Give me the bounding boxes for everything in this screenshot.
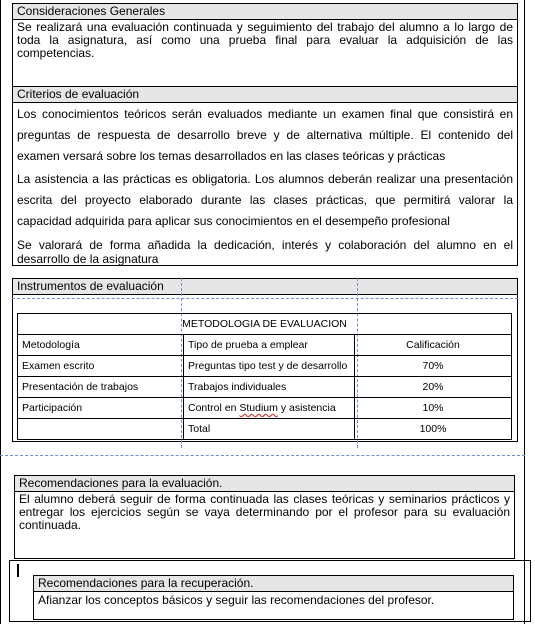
table-title: METODOLOGIA DE EVALUACION xyxy=(18,314,512,335)
cell-calificacion: 20% xyxy=(355,377,512,398)
cell-calificacion: 10% xyxy=(355,398,512,419)
section-consideraciones xyxy=(12,3,518,88)
table-title-row xyxy=(18,314,512,335)
section-criterios xyxy=(12,86,518,266)
section-title: Consideraciones Generales xyxy=(13,4,517,20)
cell-tipo: Preguntas tipo test y de desarrollo xyxy=(184,356,355,377)
column-header: Calificación xyxy=(355,335,512,356)
section-recomendaciones xyxy=(14,475,515,559)
layout-guide xyxy=(0,455,525,456)
section-title: Recomendaciones para la recuperación. xyxy=(34,576,513,592)
table-header-row xyxy=(18,335,512,356)
column-header: Tipo de prueba a emplear xyxy=(184,335,355,356)
section-title: Criterios de evaluación xyxy=(13,87,517,103)
criterios-paragraph-2: La asistencia a las prácticas es obligatoria. Los alumnos deberán realizar una presentación escrita del proyecto elaborado durante las clases prácticas, que permitirá valorar la capacidad adquirida para aplicar sus conocimientos en el desempeño profesional xyxy=(17,172,513,228)
cell-tipo-part: y asistencia xyxy=(277,402,336,414)
column-header: Metodología xyxy=(18,335,184,356)
cell-total-value: 100% xyxy=(355,419,512,440)
table-row-total xyxy=(18,419,512,440)
section-body: Afianzar los conceptos básicos y seguir las recomendaciones del profesor. xyxy=(38,593,435,607)
section-body: El alumno deberá seguir de forma continuada las clases teóricas y seminarios prácticos y entregar los ejercicios según se vaya determinando por el profesor para su evaluación continuada. xyxy=(19,492,510,532)
criterios-paragraph-1: Los conocimientos teóricos serán evaluados mediante un examen final que consistirá en preguntas de respuesta de desarrollo breve y de alternativa múltiple. El contenido del examen versará sobre los temas desarrollados en las clases teóricas y prácticas xyxy=(17,107,513,163)
cell-metodologia: Examen escrito xyxy=(18,356,184,377)
cell-metodologia xyxy=(18,419,184,440)
section-body: Se realizará una evaluación continuada y seguimiento del trabajo del alumno a lo largo de toda la asignatura, así como una prueba final para evaluar la adquisición de las competencias. xyxy=(17,20,513,60)
section-title: Instrumentos de evaluación xyxy=(13,279,517,295)
table-row xyxy=(18,398,512,419)
cell-tipo: Trabajos individuales xyxy=(184,377,355,398)
table-row xyxy=(18,356,512,377)
spellcheck-word: Studium xyxy=(239,402,278,414)
cell-tipo xyxy=(184,398,355,419)
section-recuperacion xyxy=(33,575,514,620)
evaluation-table xyxy=(17,313,512,440)
cell-metodologia: Presentación de trabajos xyxy=(18,377,184,398)
table-row xyxy=(18,377,512,398)
cell-total-label: Total xyxy=(184,419,355,440)
cell-calificacion: 70% xyxy=(355,356,512,377)
cell-tipo-part: Control en xyxy=(188,402,240,414)
criterios-paragraph-3: Se valorará de forma añadida la dedicación, interés y colaboración del alumno en el desarrollo de la asignatura xyxy=(17,238,513,266)
layout-guide xyxy=(12,298,518,299)
section-title: Recomendaciones para la evaluación. xyxy=(15,476,514,492)
cell-metodologia: Participación xyxy=(18,398,184,419)
